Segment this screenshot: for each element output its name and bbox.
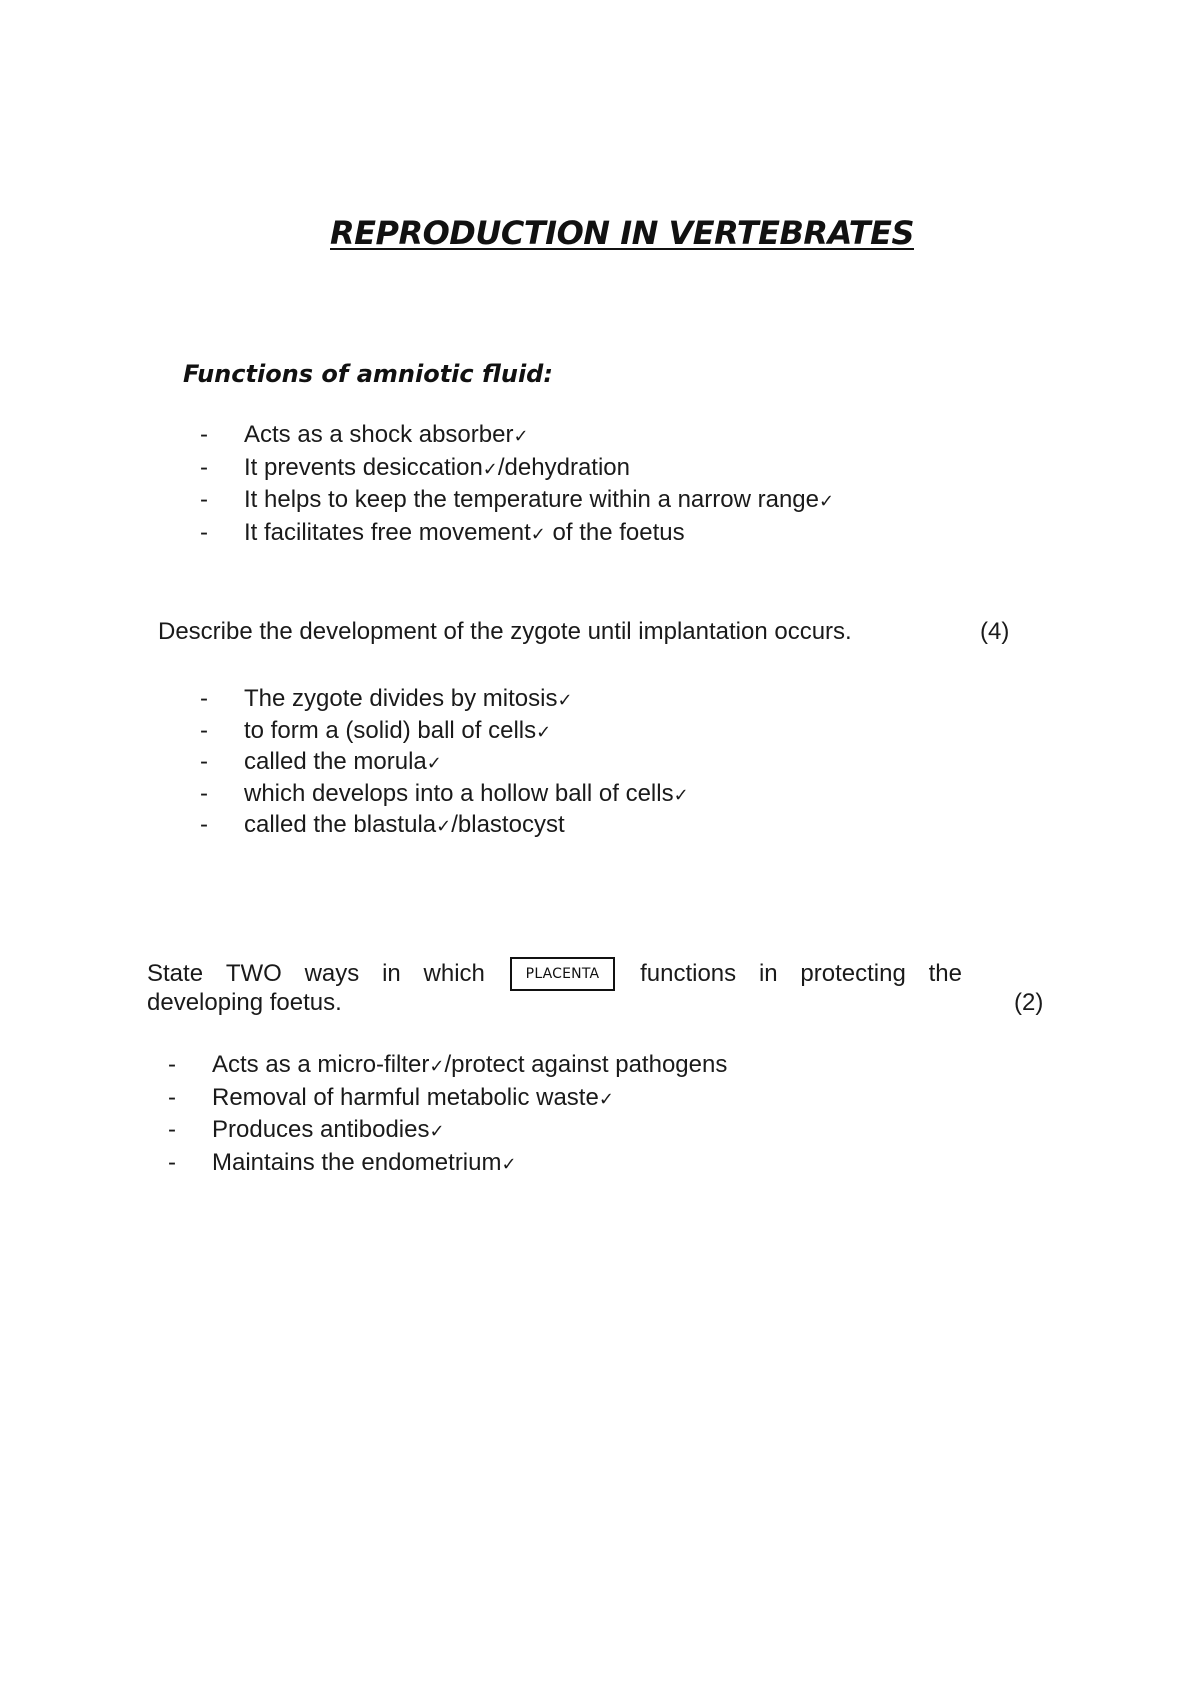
list-item — [200, 421, 834, 454]
question-word: in — [758, 960, 778, 987]
check-mark-icon: ✓ — [536, 721, 552, 743]
check-mark-icon: ✓ — [598, 1088, 614, 1110]
list-item — [200, 454, 834, 487]
list-dash: - — [168, 1051, 176, 1078]
list-dash: - — [200, 685, 208, 712]
amniotic-fluid-heading: Functions of amniotic fluid: — [183, 360, 553, 388]
check-mark-icon: ✓ — [429, 1121, 445, 1142]
list-dash: - — [200, 779, 208, 807]
zygote-development-list — [200, 685, 689, 843]
item-text-after: /protect against pathogens — [444, 1051, 728, 1078]
question-word: in — [382, 960, 401, 987]
check-mark-icon: ✓ — [482, 458, 498, 480]
marks-label: (2) — [1014, 989, 1044, 1016]
list-item — [168, 1084, 727, 1117]
item-text: Maintains the endometrium — [212, 1148, 502, 1176]
item-text-after: /dehydration — [497, 453, 630, 481]
check-mark-icon: ✓ — [426, 753, 442, 774]
check-mark-icon: ✓ — [530, 523, 546, 545]
list-item — [200, 780, 689, 812]
placenta-question-line2 — [147, 989, 1047, 1017]
marks-label: (4) — [980, 618, 1010, 645]
list-dash: - — [200, 716, 208, 744]
placenta-question-line1 — [147, 957, 962, 991]
question-word: protecting — [800, 960, 906, 987]
list-dash: - — [200, 518, 208, 546]
question-word: ways — [304, 960, 360, 987]
item-text: called the blastula — [244, 811, 437, 838]
list-item — [200, 748, 689, 780]
list-dash: - — [200, 421, 208, 448]
question-word: TWO — [225, 960, 282, 987]
list-dash: - — [200, 748, 208, 775]
list-item — [200, 717, 689, 749]
check-mark-icon: ✓ — [429, 1056, 445, 1077]
item-text: Acts as a shock absorber — [244, 421, 514, 448]
placenta-functions-list — [168, 1051, 727, 1181]
list-item — [168, 1116, 727, 1149]
item-text: It helps to keep the temperature within a narrow range — [244, 486, 819, 513]
check-mark-icon: ✓ — [557, 690, 573, 711]
item-text: It facilitates free movement — [244, 518, 531, 546]
check-mark-icon: ✓ — [819, 491, 835, 512]
question-word: which — [423, 960, 485, 987]
check-mark-icon: ✓ — [436, 816, 452, 837]
list-item — [200, 685, 689, 717]
list-item — [168, 1149, 727, 1182]
list-dash: - — [168, 1116, 176, 1143]
question-word: State — [147, 960, 204, 987]
item-text: called the morula — [244, 748, 427, 775]
list-item — [168, 1051, 727, 1084]
list-dash: - — [200, 453, 208, 481]
list-item — [200, 486, 834, 519]
item-text: to form a (solid) ball of cells — [244, 716, 537, 744]
placenta-label-box: PLACENTA — [510, 957, 616, 991]
list-dash: - — [200, 811, 208, 838]
list-dash: - — [168, 1148, 176, 1176]
item-text-after: of the foetus — [545, 518, 685, 546]
item-text-after: /blastocyst — [451, 811, 565, 838]
zygote-question — [158, 618, 1011, 646]
question-text: developing foetus. — [147, 989, 342, 1016]
item-text: which develops into a hollow ball of cells — [244, 779, 674, 807]
question-word: the — [928, 960, 962, 987]
check-mark-icon: ✓ — [501, 1153, 517, 1175]
list-item — [200, 519, 834, 552]
item-text: Acts as a micro-filter — [212, 1051, 430, 1078]
check-mark-icon: ✓ — [513, 426, 529, 447]
amniotic-functions-list — [200, 421, 834, 551]
item-text: It prevents desiccation — [244, 453, 483, 481]
list-item — [200, 811, 689, 843]
check-mark-icon: ✓ — [673, 784, 689, 806]
list-dash: - — [168, 1083, 176, 1111]
list-dash: - — [200, 486, 208, 513]
item-text: Produces antibodies — [212, 1116, 430, 1143]
page-title: REPRODUCTION IN VERTEBRATES — [330, 214, 914, 252]
question-text: Describe the development of the zygote until implantation occurs. — [158, 618, 852, 645]
item-text: The zygote divides by mitosis — [244, 685, 558, 712]
item-text: Removal of harmful metabolic waste — [212, 1083, 599, 1111]
question-word: functions — [640, 960, 737, 987]
